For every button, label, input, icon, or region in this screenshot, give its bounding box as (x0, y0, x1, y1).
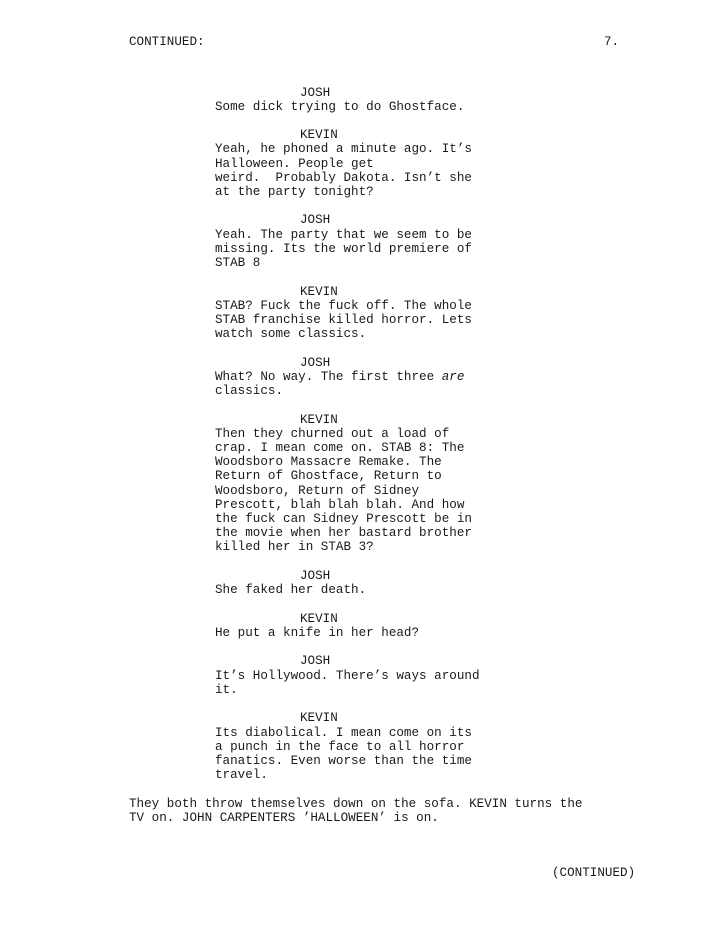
dialogue-line: STAB franchise killed horror. Lets (215, 313, 472, 327)
dialogue-line: She faked her death. (215, 583, 367, 597)
dialogue-line: Woodsboro Massacre Remake. The (215, 455, 442, 469)
character-cue: KEVIN (300, 612, 338, 626)
dialogue-line: It’s Hollywood. There’s ways around (215, 669, 480, 683)
dialogue-line: classics. (215, 384, 284, 398)
dialogue-line: a punch in the face to all horror (215, 740, 465, 754)
character-cue: KEVIN (300, 413, 338, 427)
dialogue-line: killed her in STAB 3? (215, 540, 374, 554)
action-line: They both throw themselves down on the sofa. KEVIN turns the (129, 797, 583, 811)
dialogue-emphasis: are (441, 370, 465, 384)
header-continued: CONTINUED: (129, 35, 205, 49)
character-cue: KEVIN (300, 711, 338, 725)
dialogue-line: STAB 8 (215, 256, 261, 270)
dialogue-line (215, 370, 464, 384)
character-cue: KEVIN (300, 285, 338, 299)
dialogue-line: crap. I mean come on. STAB 8: The (215, 441, 465, 455)
character-cue: JOSH (300, 356, 331, 370)
character-cue: JOSH (300, 569, 331, 583)
dialogue-line: travel. (215, 768, 268, 782)
dialogue-line: at the party tonight? (215, 185, 374, 199)
dialogue-line: STAB? Fuck the fuck off. The whole (215, 299, 472, 313)
page-number: 7. (604, 35, 620, 49)
dialogue-line: He put a knife in her head? (215, 626, 420, 640)
dialogue-line: Prescott, blah blah blah. And how (215, 498, 465, 512)
dialogue-line: missing. Its the world premiere of (215, 242, 472, 256)
dialogue-line: Its diabolical. I mean come on its (215, 726, 472, 740)
dialogue-line: Then they churned out a load of (215, 427, 450, 441)
dialogue-line: weird. Probably Dakota. Isn’t she (215, 171, 472, 185)
dialogue-text: What? No way. The first three (215, 370, 442, 384)
character-cue: KEVIN (300, 128, 338, 142)
dialogue-line: Return of Ghostface, Return to (215, 469, 442, 483)
dialogue-line: watch some classics. (215, 327, 367, 341)
character-cue: JOSH (300, 654, 331, 668)
dialogue-line: the fuck can Sidney Prescott be in (215, 512, 472, 526)
dialogue-line: the movie when her bastard brother (215, 526, 472, 540)
dialogue-line: Some dick trying to do Ghostface. (215, 100, 465, 114)
dialogue-line: it. (215, 683, 238, 697)
character-cue: JOSH (300, 86, 331, 100)
footer-continued: (CONTINUED) (552, 866, 636, 880)
dialogue-line: Halloween. People get (215, 157, 374, 171)
dialogue-line: fanatics. Even worse than the time (215, 754, 472, 768)
dialogue-line: Yeah, he phoned a minute ago. It’s (215, 142, 472, 156)
dialogue-line: Woodsboro, Return of Sidney (215, 484, 420, 498)
character-cue: JOSH (300, 213, 331, 227)
dialogue-line: Yeah. The party that we seem to be (215, 228, 472, 242)
action-line: TV on. JOHN CARPENTERS ’HALLOWEEN’ is on. (129, 811, 439, 825)
